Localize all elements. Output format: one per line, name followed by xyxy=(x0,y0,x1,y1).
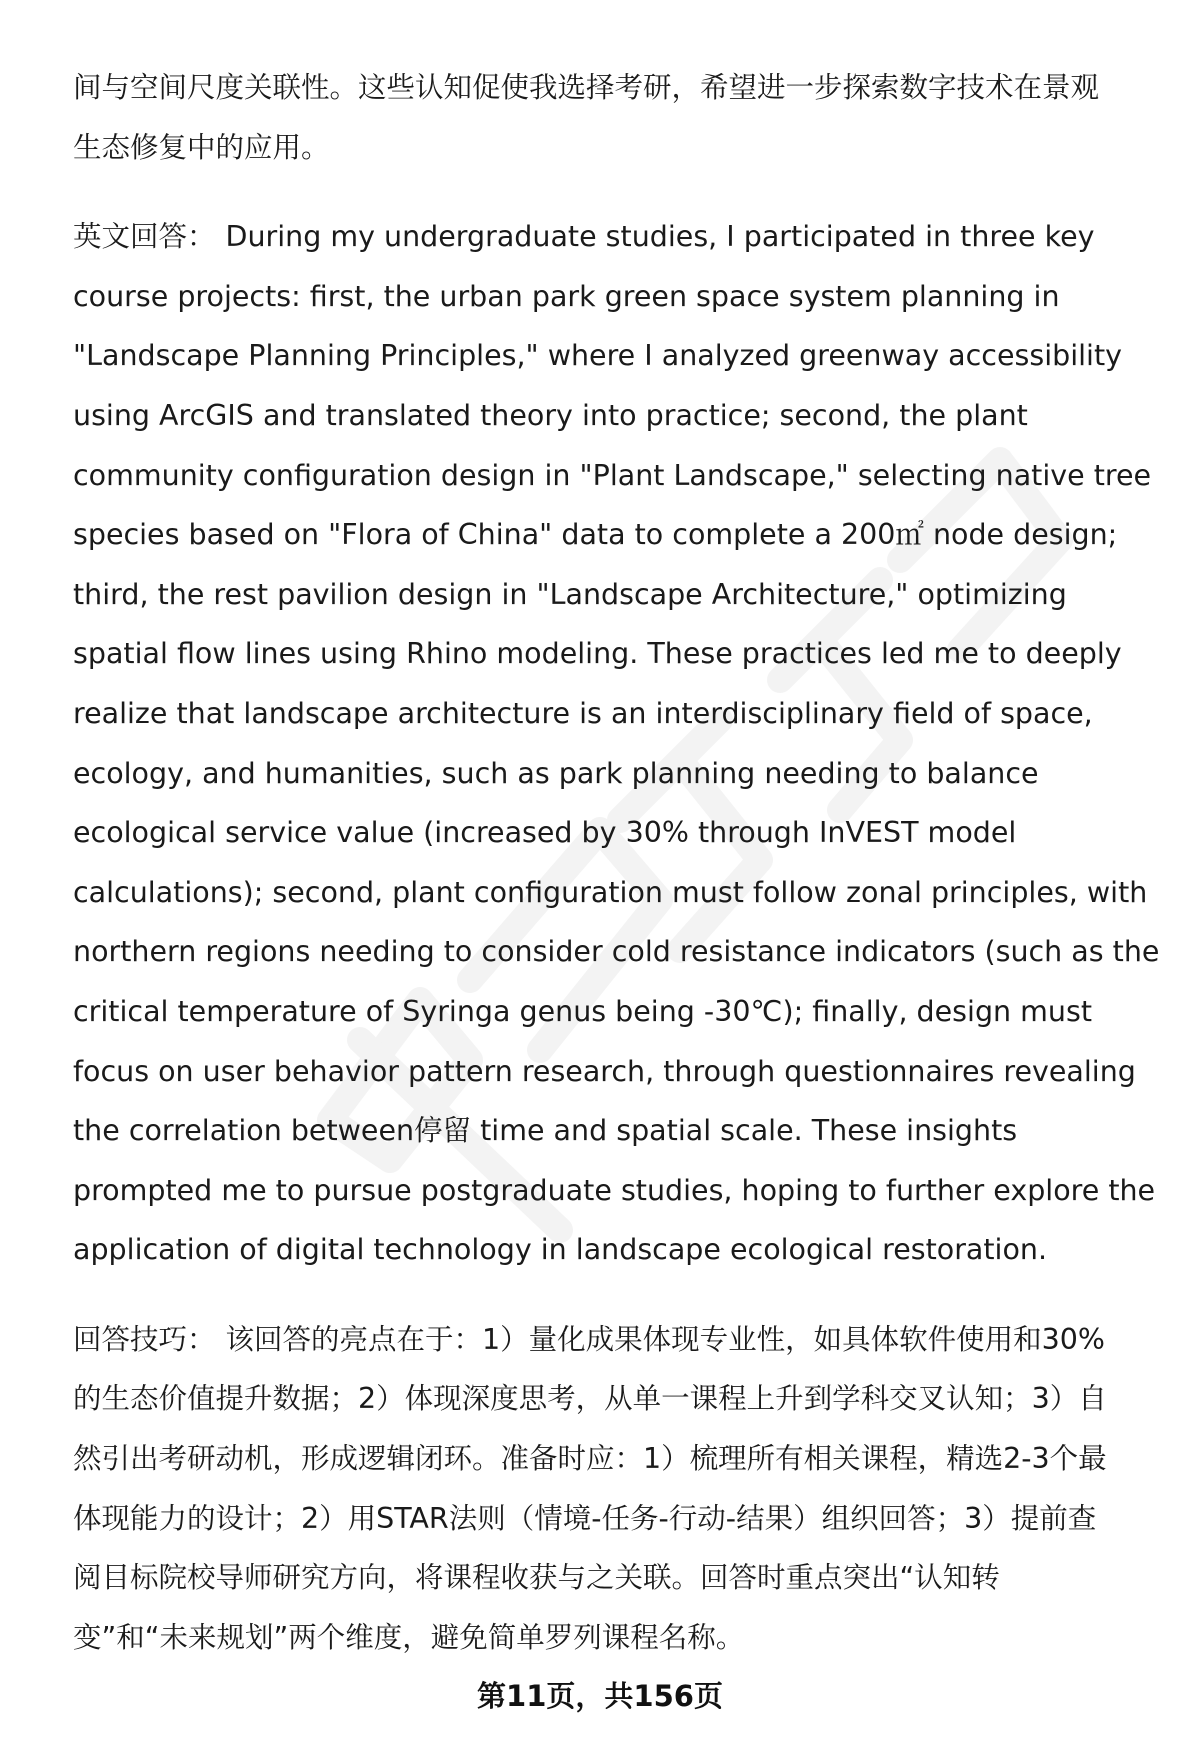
text-line: realize that landscape architecture is an interdisciplinary field of space, xyxy=(73,696,1093,730)
text-line: 的生态价值提升数据；2）体现深度思考，从单一课程上升到学科交叉认知；3）自 xyxy=(73,1382,1107,1416)
text-line: northern regions needing to consider cold resistance indicators (such as the xyxy=(73,935,1160,969)
text-line: spatial flow lines using Rhino modeling. These practices led me to deeply xyxy=(73,637,1122,671)
text-line: ecology, and humanities, such as park planning needing to balance xyxy=(73,756,1039,790)
document-body xyxy=(73,58,1163,1697)
text-line: course projects: first, the urban park green space system planning in xyxy=(73,279,1060,313)
text-line: 阅目标院校导师研究方向，将课程收获与之关联。回答时重点突出“认知转 xyxy=(73,1561,1000,1595)
text-line: critical temperature of Syringa genus being -30℃); finally, design must xyxy=(73,994,1093,1028)
text-line: ecological service value (increased by 30% through InVEST model xyxy=(73,816,1017,850)
text-line: 生态修复中的应用。 xyxy=(73,130,330,164)
text-line: 变”和“未来规划”两个维度，避免简单罗列课程名称。 xyxy=(73,1620,745,1654)
text-line: third, the rest pavilion design in "Landscape Architecture," optimizing xyxy=(73,577,1067,611)
text-line: "Landscape Planning Principles," where I analyzed greenway accessibility xyxy=(73,339,1123,373)
text-line: the correlation between停留 time and spatial scale. These insights xyxy=(73,1114,1018,1148)
text-line: 然引出考研动机，形成逻辑闭环。准备时应：1）梳理所有相关课程，精选2-3个最 xyxy=(73,1442,1107,1476)
text-line: 间与空间尺度关联性。这些认知促使我选择考研，希望进一步探索数字技术在景观 xyxy=(73,71,1100,104)
text-line: species based on "Flora of China" data to complete a 200㎡ node design; xyxy=(73,518,1118,552)
answer-tips-label: 回答技巧： xyxy=(73,1322,216,1356)
text-line-content: During my undergraduate studies, I participated in three key xyxy=(225,220,1095,254)
paragraph-chinese-conclusion xyxy=(73,58,1163,177)
text-line: prompted me to pursue postgraduate studies, hoping to further explore the xyxy=(73,1173,1156,1207)
english-answer-label: 英文回答： xyxy=(73,220,216,254)
text-line: 体现能力的设计；2）用STAR法则（情境-任务-行动-结果）组织回答；3）提前查 xyxy=(73,1501,1097,1535)
text-line: application of digital technology in landscape ecological restoration. xyxy=(73,1233,1048,1267)
text-line: focus on user behavior pattern research, through questionnaires revealing xyxy=(73,1054,1136,1088)
text-line xyxy=(73,207,1163,267)
paragraph-english-answer xyxy=(73,207,1163,1280)
text-line xyxy=(73,1310,1163,1370)
text-line-content: 该回答的亮点在于：1）量化成果体现专业性，如具体软件使用和30% xyxy=(225,1322,1105,1356)
page-number-footer: 第11页，共156页 xyxy=(477,1679,723,1713)
text-line: using ArcGIS and translated theory into practice; second, the plant xyxy=(73,398,1028,432)
text-line: calculations); second, plant configuration must follow zonal principles, with xyxy=(73,875,1148,909)
text-line: community configuration design in "Plant Landscape," selecting native tree xyxy=(73,458,1152,492)
paragraph-answer-tips xyxy=(73,1310,1163,1668)
